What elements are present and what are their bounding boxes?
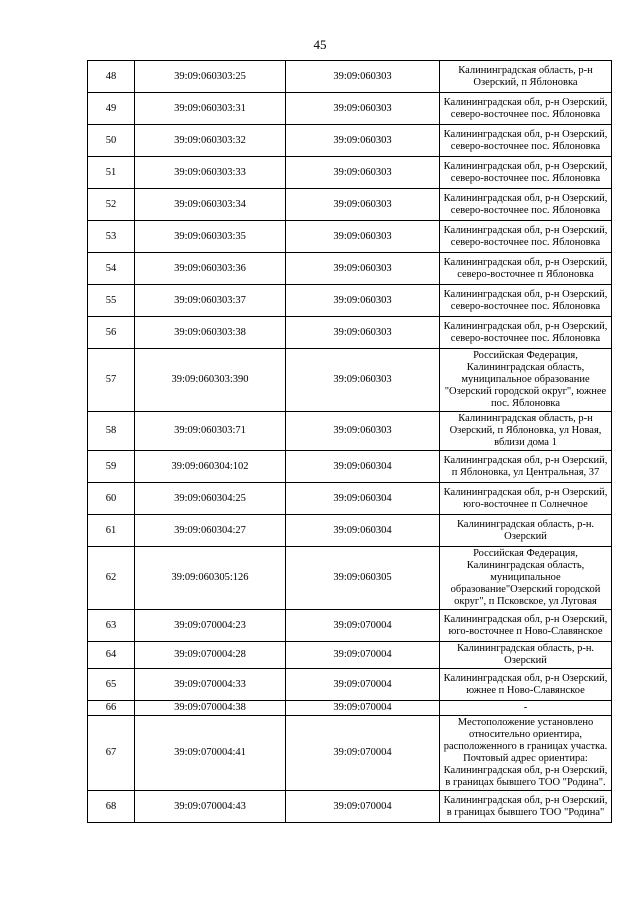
cadastral-block-cell: 39:09:060303 bbox=[286, 125, 440, 157]
cadastral-block-cell: 39:09:060303 bbox=[286, 349, 440, 412]
address-cell: Калининградская обл, р-н Озерский, северо-восточнее пос. Яблоновка bbox=[440, 317, 612, 349]
cadastral-block-cell: 39:09:070004 bbox=[286, 791, 440, 823]
cadastral-block-cell: 39:09:060303 bbox=[286, 253, 440, 285]
row-number-cell: 51 bbox=[88, 157, 135, 189]
table-row bbox=[88, 349, 612, 412]
cadastral-block-cell: 39:09:060304 bbox=[286, 483, 440, 515]
cadastral-number-cell: 39:09:060303:37 bbox=[135, 285, 286, 317]
cadastral-number-cell: 39:09:060303:33 bbox=[135, 157, 286, 189]
cadastral-block-cell: 39:09:060304 bbox=[286, 515, 440, 547]
cadastral-number-cell: 39:09:060303:71 bbox=[135, 412, 286, 451]
cadastral-number-cell: 39:09:060303:32 bbox=[135, 125, 286, 157]
table-row bbox=[88, 701, 612, 716]
cadastral-block-cell: 39:09:060303 bbox=[286, 61, 440, 93]
address-cell: Калининградская обл, р-н Озерский, северо-восточнее пос. Яблоновка bbox=[440, 157, 612, 189]
cadastral-block-cell: 39:09:060303 bbox=[286, 285, 440, 317]
row-number-cell: 54 bbox=[88, 253, 135, 285]
address-cell: Калининградская область, р-н. Озерский bbox=[440, 642, 612, 669]
cadastral-number-cell: 39:09:070004:33 bbox=[135, 669, 286, 701]
table-row bbox=[88, 157, 612, 189]
table-row bbox=[88, 412, 612, 451]
table-row bbox=[88, 125, 612, 157]
cadastral-number-cell: 39:09:060304:27 bbox=[135, 515, 286, 547]
address-cell: Калининградская обл, р-н Озерский, юго-восточнее п Солнечное bbox=[440, 483, 612, 515]
cadastral-number-cell: 39:09:060303:38 bbox=[135, 317, 286, 349]
row-number-cell: 64 bbox=[88, 642, 135, 669]
land-parcel-table bbox=[87, 60, 612, 823]
table-row bbox=[88, 61, 612, 93]
table-row bbox=[88, 515, 612, 547]
row-number-cell: 56 bbox=[88, 317, 135, 349]
address-cell: - bbox=[440, 701, 612, 716]
row-number-cell: 53 bbox=[88, 221, 135, 253]
cadastral-number-cell: 39:09:070004:41 bbox=[135, 716, 286, 791]
row-number-cell: 57 bbox=[88, 349, 135, 412]
cadastral-number-cell: 39:09:070004:43 bbox=[135, 791, 286, 823]
cadastral-block-cell: 39:09:070004 bbox=[286, 669, 440, 701]
cadastral-block-cell: 39:09:060303 bbox=[286, 317, 440, 349]
row-number-cell: 48 bbox=[88, 61, 135, 93]
page-number: 45 bbox=[313, 37, 327, 52]
table-row bbox=[88, 716, 612, 791]
row-number-cell: 60 bbox=[88, 483, 135, 515]
cadastral-number-cell: 39:09:060303:34 bbox=[135, 189, 286, 221]
cadastral-block-cell: 39:09:070004 bbox=[286, 716, 440, 791]
address-cell: Калининградская обл, р-н Озерский, северо-восточнее пос. Яблоновка bbox=[440, 221, 612, 253]
cadastral-number-cell: 39:09:070004:23 bbox=[135, 610, 286, 642]
cadastral-number-cell: 39:09:060303:35 bbox=[135, 221, 286, 253]
address-cell: Калининградская область, р-н. Озерский bbox=[440, 515, 612, 547]
cadastral-block-cell: 39:09:060303 bbox=[286, 157, 440, 189]
cadastral-number-cell: 39:09:060303:25 bbox=[135, 61, 286, 93]
address-cell: Калининградская обл, р-н Озерский, юго-восточнее п Ново-Славянское bbox=[440, 610, 612, 642]
cadastral-number-cell: 39:09:070004:38 bbox=[135, 701, 286, 716]
address-cell: Российская Федерация, Калининградская область, муниципальное образование "Озерский городской округ", южнее пос. Яблоновка bbox=[440, 349, 612, 412]
row-number-cell: 61 bbox=[88, 515, 135, 547]
row-number-cell: 59 bbox=[88, 451, 135, 483]
table-row bbox=[88, 451, 612, 483]
table-row bbox=[88, 93, 612, 125]
row-number-cell: 52 bbox=[88, 189, 135, 221]
cadastral-block-cell: 39:09:070004 bbox=[286, 610, 440, 642]
cadastral-number-cell: 39:09:060303:390 bbox=[135, 349, 286, 412]
cadastral-block-cell: 39:09:060303 bbox=[286, 412, 440, 451]
cadastral-number-cell: 39:09:060304:102 bbox=[135, 451, 286, 483]
row-number-cell: 68 bbox=[88, 791, 135, 823]
cadastral-block-cell: 39:09:070004 bbox=[286, 701, 440, 716]
row-number-cell: 63 bbox=[88, 610, 135, 642]
address-cell: Калининградская обл, р-н Озерский, в границах бывшего ТОО "Родина" bbox=[440, 791, 612, 823]
address-cell: Калининградская область, р-н Озерский, п Яблоновка bbox=[440, 61, 612, 93]
row-number-cell: 67 bbox=[88, 716, 135, 791]
cadastral-number-cell: 39:09:060303:31 bbox=[135, 93, 286, 125]
cadastral-block-cell: 39:09:060304 bbox=[286, 451, 440, 483]
row-number-cell: 66 bbox=[88, 701, 135, 716]
table-row bbox=[88, 483, 612, 515]
cadastral-block-cell: 39:09:070004 bbox=[286, 642, 440, 669]
table-row bbox=[88, 221, 612, 253]
cadastral-number-cell: 39:09:070004:28 bbox=[135, 642, 286, 669]
address-cell: Калининградская обл, р-н Озерский, п Яблоновка, ул Центральная, 37 bbox=[440, 451, 612, 483]
address-cell: Калининградская обл, р-н Озерский, северо-восточнее пос. Яблоновка bbox=[440, 189, 612, 221]
table-row bbox=[88, 610, 612, 642]
table-row bbox=[88, 317, 612, 349]
address-cell: Калининградская область, р-н Озерский, п Яблоновка, ул Новая, вблизи дома 1 bbox=[440, 412, 612, 451]
row-number-cell: 55 bbox=[88, 285, 135, 317]
address-cell: Калининградская обл, р-н Озерский, южнее п Ново-Славянское bbox=[440, 669, 612, 701]
table-row bbox=[88, 669, 612, 701]
address-cell: Калининградская обл, р-н Озерский, северо-восточнее пос. Яблоновка bbox=[440, 285, 612, 317]
address-cell: Калининградская обл, р-н Озерский, северо-восточнее пос. Яблоновка bbox=[440, 93, 612, 125]
cadastral-number-cell: 39:09:060303:36 bbox=[135, 253, 286, 285]
cadastral-block-cell: 39:09:060305 bbox=[286, 547, 440, 610]
table-row bbox=[88, 253, 612, 285]
table-row bbox=[88, 642, 612, 669]
cadastral-number-cell: 39:09:060304:25 bbox=[135, 483, 286, 515]
row-number-cell: 50 bbox=[88, 125, 135, 157]
address-cell: Российская Федерация, Калининградская область, муниципальное образование"Озерский городской округ", п Псковское, ул Луговая bbox=[440, 547, 612, 610]
table-body bbox=[88, 61, 612, 823]
cadastral-number-cell: 39:09:060305:126 bbox=[135, 547, 286, 610]
row-number-cell: 62 bbox=[88, 547, 135, 610]
address-cell: Калининградская обл, р-н Озерский, северо-восточнее п Яблоновка bbox=[440, 253, 612, 285]
cadastral-block-cell: 39:09:060303 bbox=[286, 93, 440, 125]
table-row bbox=[88, 285, 612, 317]
address-cell: Калининградская обл, р-н Озерский, северо-восточнее пос. Яблоновка bbox=[440, 125, 612, 157]
row-number-cell: 49 bbox=[88, 93, 135, 125]
table-row bbox=[88, 189, 612, 221]
row-number-cell: 65 bbox=[88, 669, 135, 701]
cadastral-block-cell: 39:09:060303 bbox=[286, 221, 440, 253]
cadastral-block-cell: 39:09:060303 bbox=[286, 189, 440, 221]
table-row bbox=[88, 547, 612, 610]
table-row bbox=[88, 791, 612, 823]
row-number-cell: 58 bbox=[88, 412, 135, 451]
address-cell: Местоположение установлено относительно ориентира, расположенного в границах участка. Почтовый адрес ориентира: Калининградская обл, р-н Озерский, в границах бывшего ТОО "Родина". bbox=[440, 716, 612, 791]
